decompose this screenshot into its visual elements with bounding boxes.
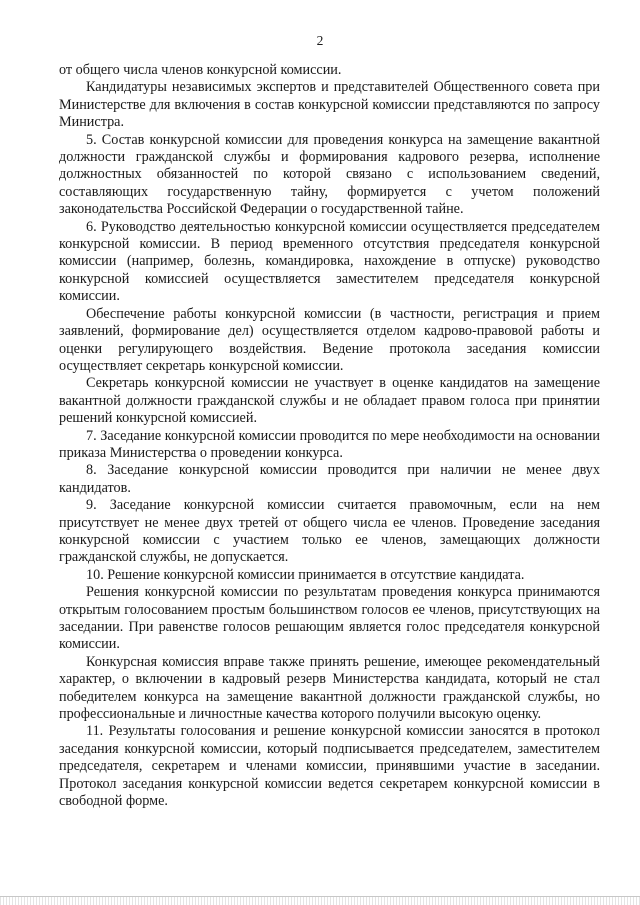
paragraph-item-7: 7. Заседание конкурсной комиссии проводится по мере необходимости на основании приказа Министерства о проведении конкурса. [59,427,600,461]
paragraph-item-9: 9. Заседание конкурсной комиссии считается правомочным, если на нем присутствует не менее двух третей от общего числа ее членов. Проведение заседания конкурсной комиссии с участием только ее членов, замещающих должности гражданской службы, не допускается. [59,497,600,566]
paragraph-item-8: 8. Заседание конкурсной комиссии проводится при наличии не менее двух кандидатов. [59,462,600,496]
paragraph-item-10: 10. Решение конкурсной комиссии принимается в отсутствие кандидата. [86,566,525,583]
page-number: 2 [316,33,324,48]
paragraph-decisions: Решения конкурсной комиссии по результатам проведения конкурса принимаются открытым голосованием простым большинством голосов ее членов, присутствующих на заседании. При равенстве голосов решающим является голос председателя конкурсной комиссии. [59,584,600,653]
scan-edge-divider [0,896,640,905]
paragraph-commission-support: Обеспечение работы конкурсной комиссии (в частности, регистрация и прием заявлений, формирование дел) осуществляется отделом кадрово-правовой работы и оценки регулирующего воздействия. Ведение протокола заседания комиссии осуществляет секретарь конкурсной комиссии. [59,305,600,374]
paragraph-secretary: Секретарь конкурсной комиссии не участвует в оценке кандидатов на замещение вакантной должности гражданской службы и не обладает правом голоса при принятии решений конкурсной комиссией. [59,375,600,427]
paragraph-item-6: 6. Руководство деятельностью конкурсной комиссии осуществляется председателем конкурсной комиссии. В период временного отсутствия председателя конкурсной комиссии (например, болезнь, командировка, нахождение в отпуске) руководство конкурсной комиссией осуществляется заместителем председателя конкурсной комиссии. [59,218,600,305]
paragraph-candidates-experts: Кандидатуры независимых экспертов и представителей Общественного совета при Министерстве для включения в состав конкурсной комиссии представляются по запросу Министра. [59,79,600,131]
paragraph-item-11: 11. Результаты голосования и решение конкурсной комиссии заносятся в протокол заседания конкурсной комиссии, который подписывается председателем, заместителем председателя, секретарем и членами комиссии, принявшими участие в заседании. Протокол заседания конкурсной комиссии ведется секретарем конкурсной комиссии в свободной форме. [59,723,600,810]
paragraph-continuation: от общего числа членов конкурсной комиссии. [59,62,342,78]
document-body [59,62,600,810]
paragraph-item-5: 5. Состав конкурсной комиссии для проведения конкурса на замещение вакантной должности гражданской службы и формирования кадрового резерва, исполнение должностных обязанностей по которой связано с использованием сведений, составляющих государственную тайну, формируется с учетом положений законодательства Российской Федерации о государственной тайне. [59,131,600,218]
paragraph-recommendation: Конкурсная комиссия вправе также принять решение, имеющее рекомендательный характер, о включении в кадровый резерв Министерства кандидата, который не стал победителем конкурса на замещение вакантной должности гражданской службы, но профессиональные и личностные качества которого получили высокую оценку. [59,653,600,723]
